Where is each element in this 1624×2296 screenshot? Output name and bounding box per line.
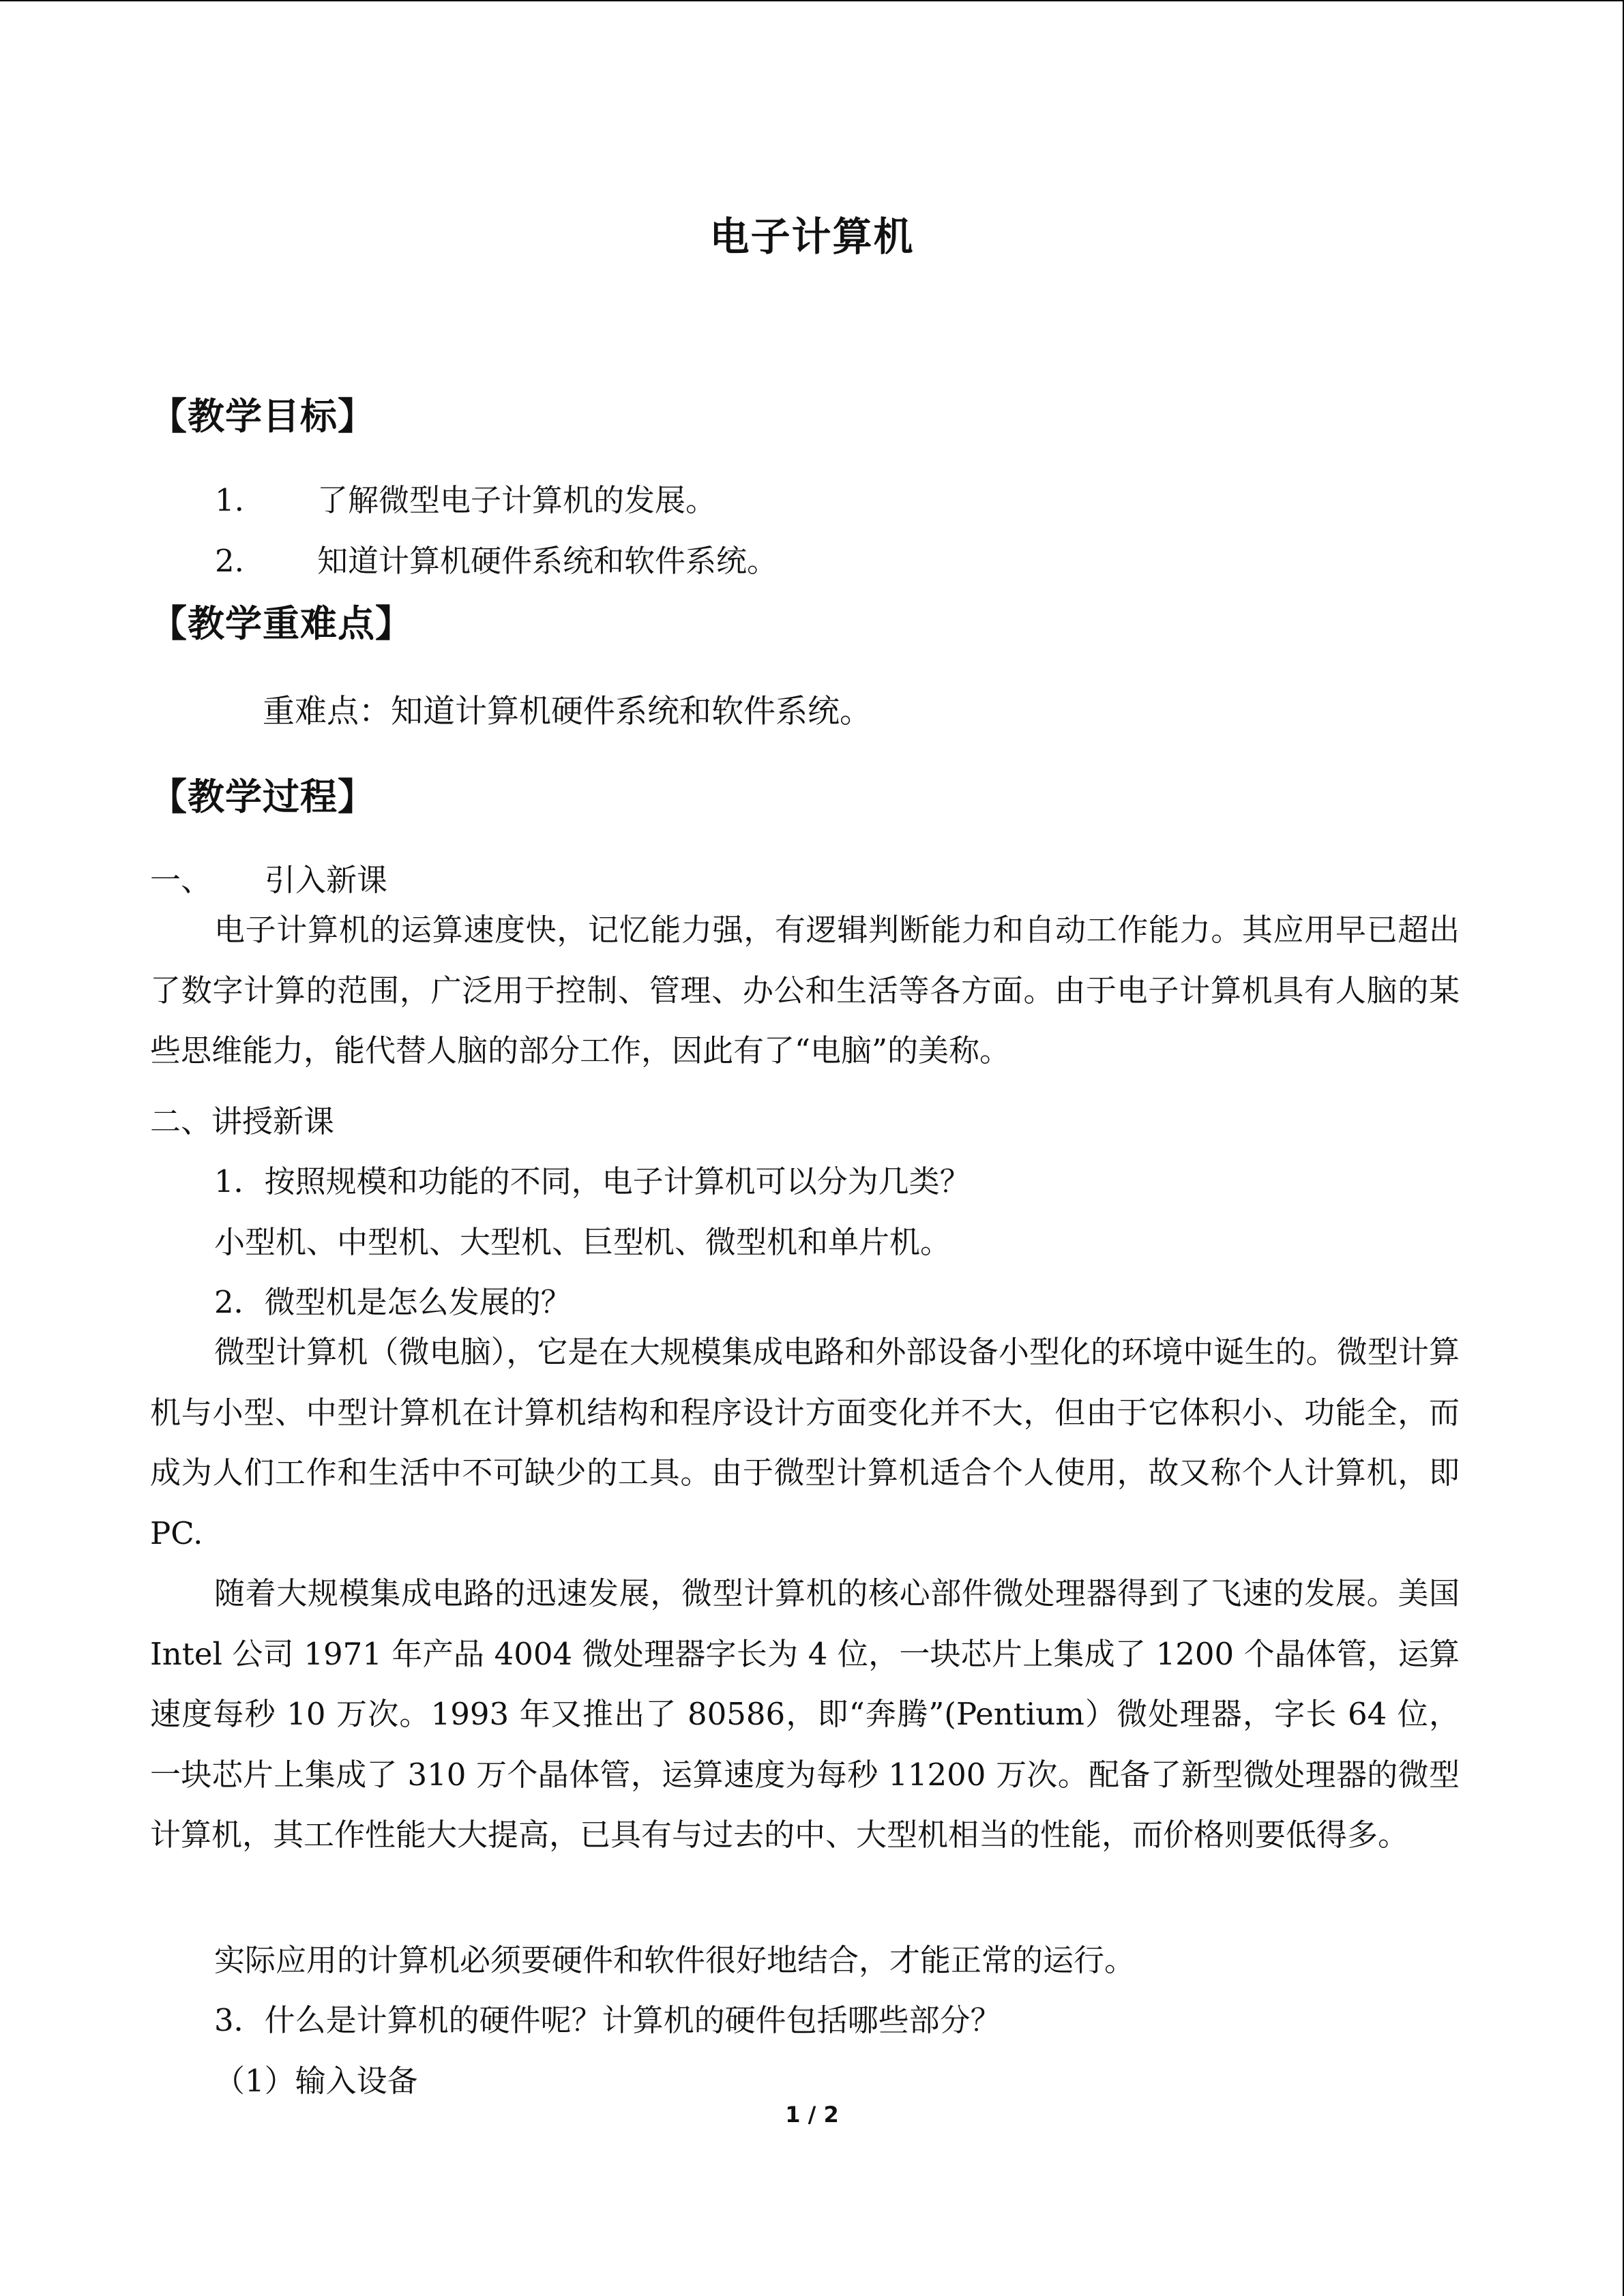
part1-heading xyxy=(150,855,387,899)
paragraph-hardware-software: 实际应用的计算机必须要硬件和软件很好地结合，才能正常的运行。 xyxy=(214,1942,1136,1978)
top-border-line xyxy=(0,0,1624,1)
question-2: 2．微型机是怎么发展的？ xyxy=(214,1284,572,1320)
hardware-item-1: （1）输入设备 xyxy=(214,2063,418,2099)
question-3: 3．什么是计算机的硬件呢？计算机的硬件包括哪些部分？ xyxy=(214,2002,1001,2038)
part1-title: 引入新课 xyxy=(265,862,388,898)
objective-item-1 xyxy=(215,475,716,520)
question-1: 1．按照规模和功能的不同，电子计算机可以分为几类？ xyxy=(214,1163,971,1199)
page-number: 1 / 2 xyxy=(785,2102,839,2128)
document-title: 电子计算机 xyxy=(709,213,915,260)
objective-num-2: 2. xyxy=(215,543,244,579)
objective-text-1: 了解微型电子计算机的发展。 xyxy=(317,482,717,518)
heading-objectives: 【教学目标】 xyxy=(150,395,375,438)
objective-item-2 xyxy=(215,536,778,580)
part1-paragraph: 电子计算机的运算速度快，记忆能力强，有逻辑判断能力和自动工作能力。其应用早已超出了数字计算的范围，广泛用于控制、管理、办公和生活等各方面。由于电子计算机具有人脑的某些思维能力，能代替人脑的部分工作，因此有了“电脑”的美称。 xyxy=(150,912,1460,1069)
part1-num: 一、 xyxy=(150,862,212,898)
heading-process: 【教学过程】 xyxy=(150,775,375,818)
paragraph-microprocessor: 随着大规模集成电路的迅速发展，微型计算机的核心部件微处理器得到了飞速的发展。美国 Intel 公司 1971 年产品 4004 微处理器字长为 4 位，一块芯片上集成了 1200 个晶体管，运算速度每秒 10 万次。1993 年又推出了 80586，即“奔腾”(Pentium）微处理器，字长 64 位，一块芯片上集成了 310 万个晶体管，运算速度为每秒 11200 万次。配备了新型微处理器的微型计算机，其工作性能大大提高，已具有与过去的中、大型机相当的性能，而价格则要低得多。 xyxy=(150,1575,1460,1853)
answer-1: 小型机、中型机、大型机、巨型机、微型机和单片机。 xyxy=(214,1224,951,1260)
part2-heading: 二、讲授新课 xyxy=(150,1103,335,1139)
objective-num-1: 1. xyxy=(215,482,244,518)
objective-text-2: 知道计算机硬件系统和软件系统。 xyxy=(317,543,778,579)
key-points-text: 重难点：知道计算机硬件系统和软件系统。 xyxy=(263,693,872,730)
paragraph-microcomputer: 微型计算机（微电脑），它是在大规模集成电路和外部设备小型化的环境中诞生的。微型计算机与小型、中型计算机在计算机结构和程序设计方面变化并不大，但由于它体积小、功能全，而成为人们工作和生活中不可缺少的工具。由于微型计算机适合个人使用，故又称个人计算机，即 PC. xyxy=(150,1334,1460,1551)
heading-key-points: 【教学重难点】 xyxy=(150,602,413,645)
